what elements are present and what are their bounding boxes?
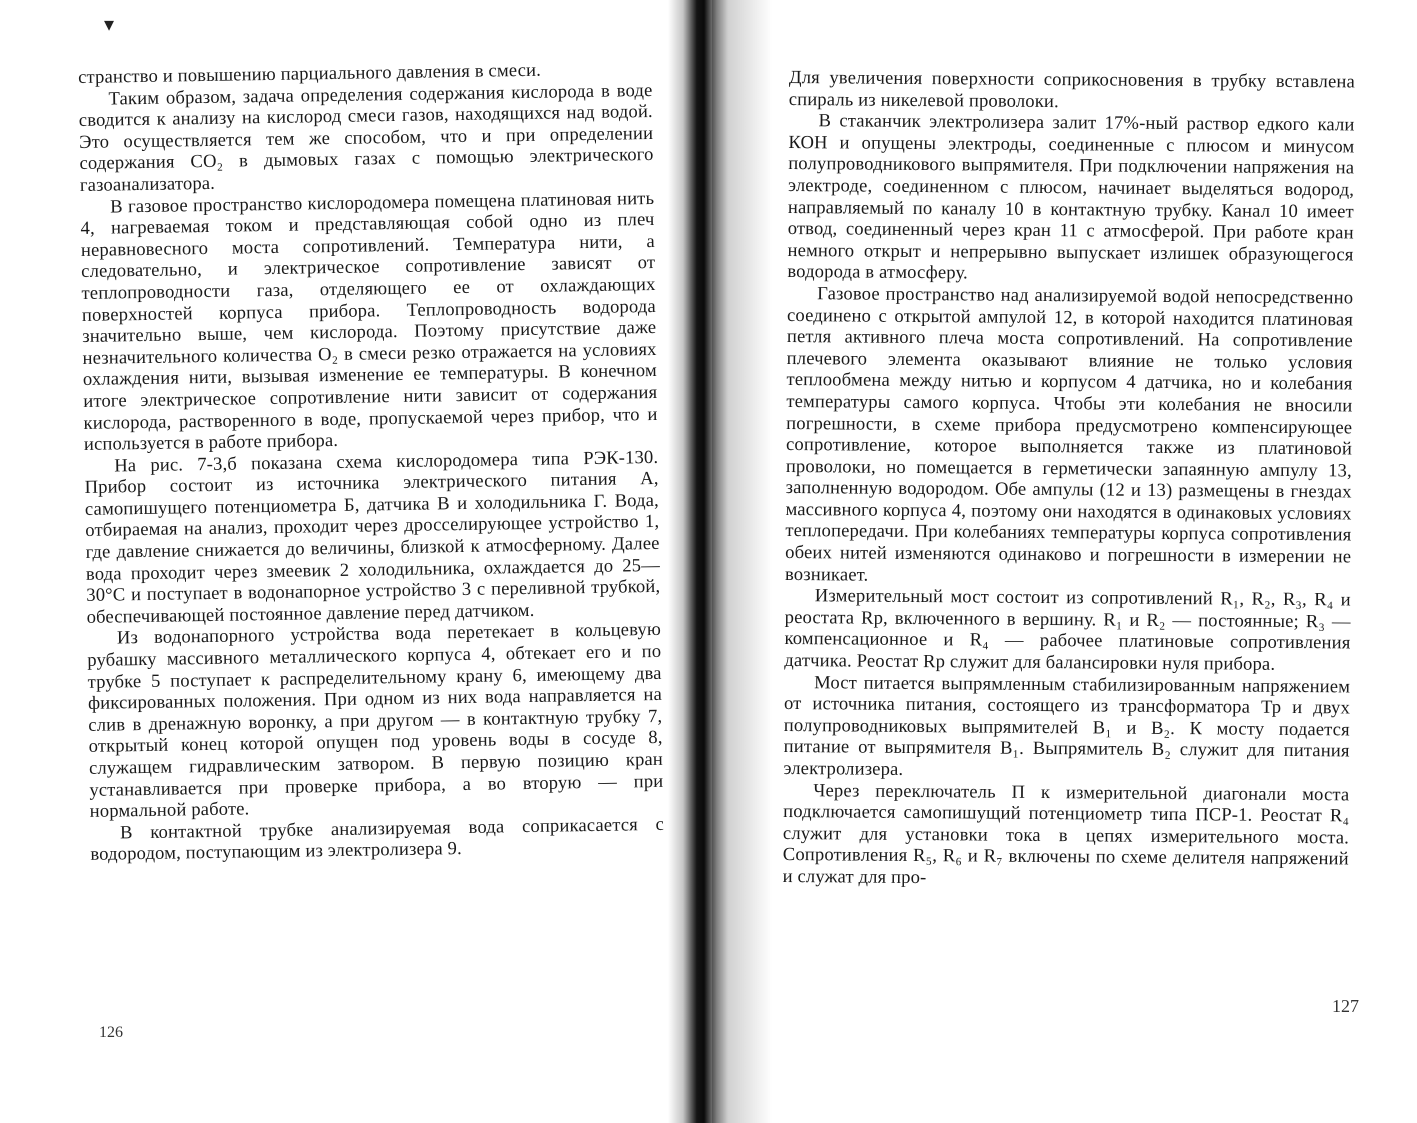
paragraph: странство и повышению парциального давления в смеси. [78, 59, 542, 88]
paragraph: Измерительный мост состоит из сопротивлений R₁, R₂, R₃, R₄ и реостата Rр, включенного в вершину. R₁ и R₂ — постоянные; R₃ — компенсационное и R₄ — рабочее платиновые сопротивления датчика. Реостат Rр служит для балансировки нуля прибора. [784, 585, 1351, 675]
paragraph: Таким образом, задача определения содержания кислорода в воде сводится к анализу на кислород смеси газов, находящихся над водой. Это осуществляется тем же способом, что и при определении содержания CO₂ в дымовых газах с помощью электрического газоанализатора. [78, 79, 654, 196]
paragraph: На рис. 7-3,б показана схема кислородомера типа РЭК-130. Прибор состоит из источника электрического питания А, самопишущего потенциометра Б, датчика В и холодильника Г. Вода, отбираемая на анализ, проходит через дросселирующее устройство 1, где давление снижается до величины, близкой к атмосферному. Далее вода проходит через змеевик 2 холодильника, охлаждается до 25—30°С и поступает в водонапорное устройство 3 с переливной трубкой, обеспечивающей постоянное давление перед датчиком. [84, 446, 661, 628]
left-page [0, 0, 700, 1123]
page-number: 127 [1332, 996, 1359, 1016]
right-page-text [783, 67, 1355, 892]
paragraph: В стаканчик электролизера залит 17%-ный раствор едкого кали КОН и опущены электроды, соединенные с плюсом и минусом полупроводникового выпрямителя. При подключении напряжения на электроде, соединенном с плюсом, начинает выделяться водород, направляемый по каналу 10 в контактную трубку. Канал 10 имеет отвод, соединенный через кран 11 с атмосферой. При работе кран немного открыт и непрерывно выпускает излишек образующегося водорода в атмосферу. [787, 110, 1355, 284]
paragraph: В контактной трубке анализируемая вода соприкасается с водородом, поступающим из электролизера 9. [90, 813, 665, 866]
page-number: 126 [99, 1024, 123, 1041]
left-page-text [78, 58, 664, 866]
scan-mark-icon: ▾ [104, 14, 115, 36]
paragraph: Через переключатель П к измерительной диагонали моста подключается самопишущий потенциометр типа ПСР-1. Реостат R₄ служит для установки тока в цепях измерительного моста. Сопротивления R₅, R₆ и R₇ включены по схеме делителя напряжений и служат для про- [782, 779, 1350, 889]
paragraph: Мост питается выпрямленным стабилизированным напряжением от источника питания, состоящего из трансформатора Тр и двух полупроводниковых выпрямителей В₁ и В₂. К мосту подается питание от выпрямителя В₁. Выпрямитель В₂ служит для питания электролизера. [783, 671, 1351, 780]
paragraph: В газовое пространство кислородомера помещена платиновая нить 4, нагреваемая током и представляющая собой одно из плеч неравновесного моста сопротивлений. Температура нити, а следовательно, и электрическое сопротивление зависят от теплопроводности газа, отделяющего ее от охлаждающих поверхностей корпуса прибора. Теплопроводность водорода значительно выше, чем кислорода. Поэтому присутствие даже незначительного количества O₂ в смеси резко отражается на условиях охлаждения нити, вызывая изменение ее температуры. В конечном итоге электрическое сопротивление нити зависит от содержания кислорода, растворенного в воде, пропускаемой через прибор, что и используется в работе прибора. [80, 187, 658, 456]
paragraph: Для увеличения поверхности соприкосновения в трубку вставлена спираль из никелевой проволоки. [788, 67, 1355, 112]
paragraph: Из водонапорного устройства вода перетекает в кольцевую рубашку массивного металлического корпуса 4, обтекает его и по трубке 5 поступает к распределительному крану 6, имеющему два фиксированных положения. При одном из них вода направляется на слив в дренажную воронку, а при другом — в контактную трубку 7, открытый конец которой опущен под уровень воды в сосуде 8, служащем гидравлическим затвором. В первую позицию кран устанавливается при проверке прибора, а во вторую — при нормальной работе. [87, 619, 664, 823]
paragraph: Газовое пространство над анализируемой водой непосредственно соединено с открытой ампулой 12, в которой находится платиновая петля активного плеча моста сопротивлений. На сопротивление плечевого элемента оказывают влияние не только условия теплообмена между нитью и корпусом 4 датчика, но и колебания температуры самого корпуса. Чтобы эти колебания не вносили погрешности, в схеме прибора предусмотрено компенсирующее сопротивление, которое выполняется также из платиновой проволоки, но помещается в герметически запаянную ампулу 13, заполненную водородом. Обе ампулы (12 и 13) размещены в гнездах массивного корпуса 4, поэтому они находятся в одинаковых условиях теплопередачи. При колебаниях температуры корпуса сопротивления обеих нитей изменяются одинаково и погрешности в измерении не возникает. [784, 283, 1354, 586]
